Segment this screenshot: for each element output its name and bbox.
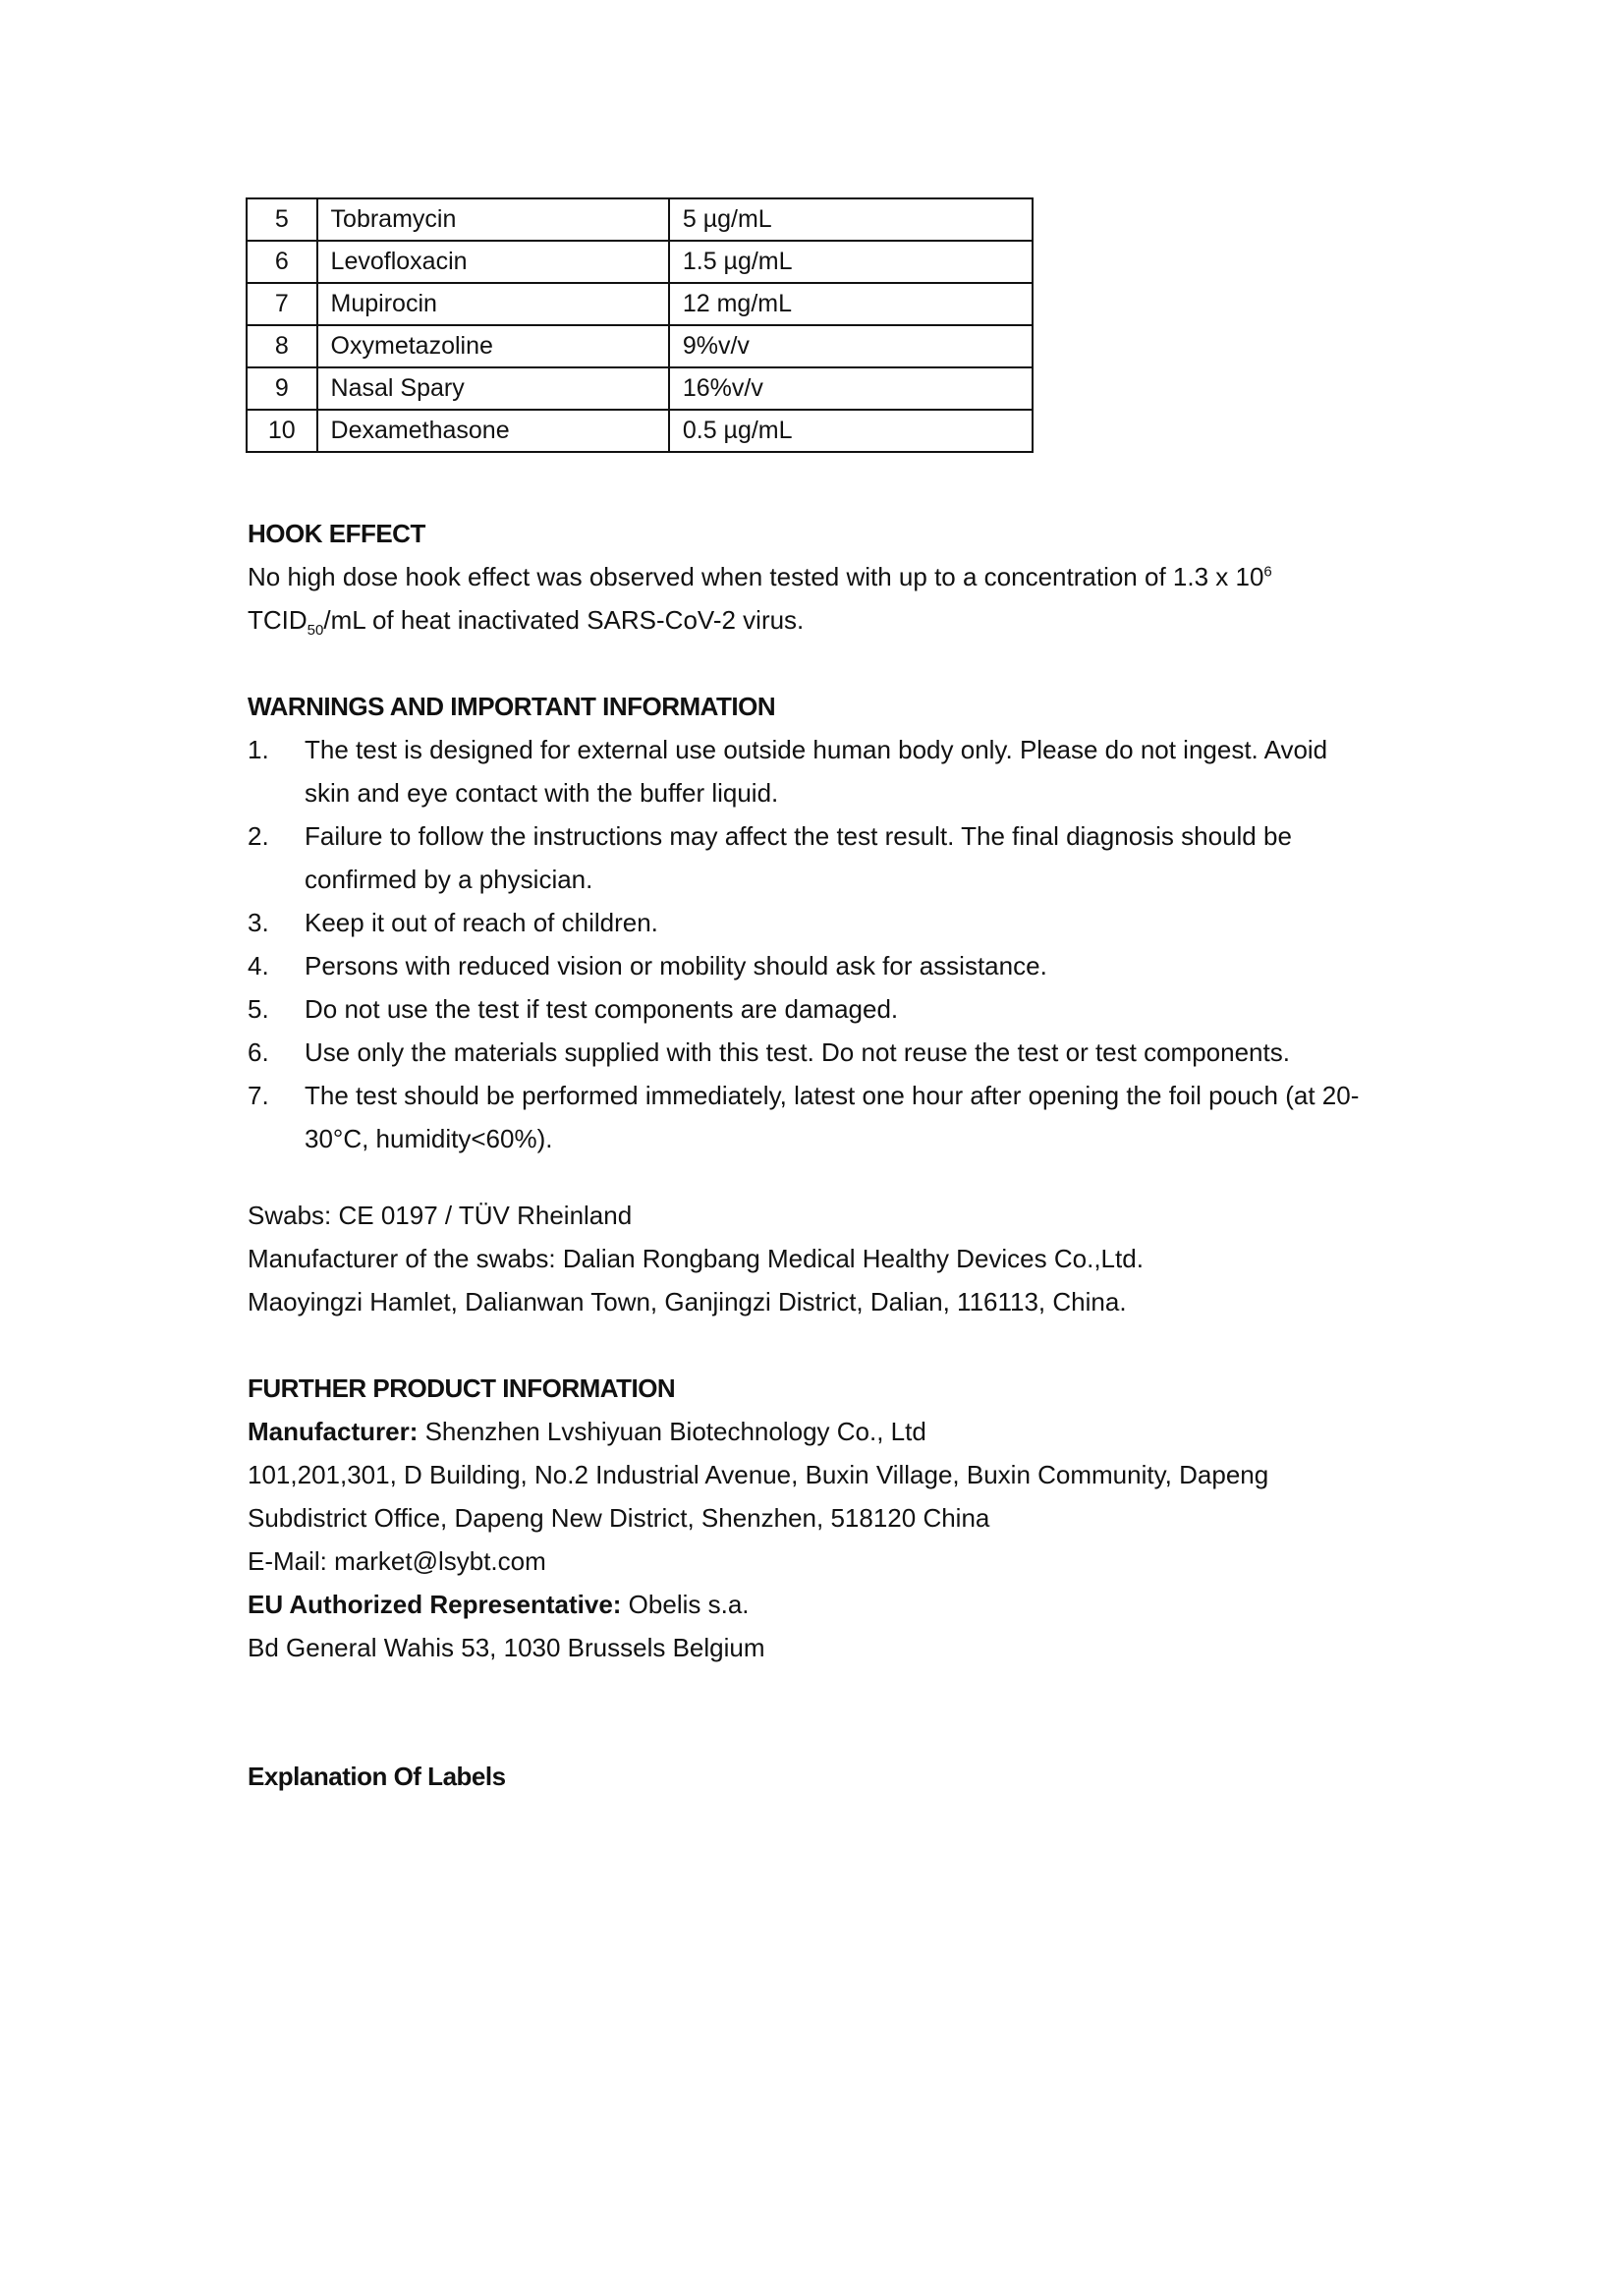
swabs-manufacturer: Manufacturer of the swabs: Dalian Rongbang Medical Healthy Devices Co.,Ltd. [248,1244,1144,1273]
table-row [247,367,1033,410]
manufacturer-line [248,1410,1377,1453]
further-info-heading: FURTHER PRODUCT INFORMATION [248,1373,676,1403]
list-text: The test should be performed immediately, latest one hour after opening the foil pouch (at 20-30°C, humidity<60%). [305,1081,1360,1153]
list-number: 4. [248,951,269,980]
eu-rep-line [248,1583,1377,1626]
interfering-substances-table [246,197,1034,453]
email-line: E-Mail: market@lsybt.com [248,1546,546,1576]
substance-name: Nasal Spary [317,367,669,410]
list-number: 7. [248,1081,269,1110]
substance-name: Dexamethasone [317,410,669,452]
hook-effect-section [248,512,1377,642]
labels-heading: Explanation Of Labels [248,1762,506,1791]
table-row [247,241,1033,283]
list-item [248,1074,1377,1160]
list-number: 2. [248,821,269,851]
substance-concentration: 5 µg/mL [669,198,1033,241]
table-row [247,198,1033,241]
list-item [248,728,1377,814]
table-row [247,325,1033,367]
swabs-certification: Swabs: CE 0197 / TÜV Rheinland [248,1201,633,1230]
warnings-list [248,728,1377,1160]
warnings-heading: WARNINGS AND IMPORTANT INFORMATION [248,692,776,721]
substance-name: Oxymetazoline [317,325,669,367]
list-text: Failure to follow the instructions may affect the test result. The final diagnosis should be confirmed by a physician. [305,821,1292,894]
row-number: 6 [247,241,317,283]
eu-rep-value: Obelis s.a. [621,1590,750,1619]
row-number: 9 [247,367,317,410]
manufacturer-address-2: Subdistrict Office, Dapeng New District, Shenzhen, 518120 China [248,1503,990,1533]
list-text: Persons with reduced vision or mobility should ask for assistance. [305,951,1047,980]
exponent: 6 [1263,563,1272,581]
hook-effect-text: No high dose hook effect was observed when tested with up to a concentration of 1.3 x 10 [248,562,1264,591]
subscript: 50 [307,622,324,640]
row-number: 10 [247,410,317,452]
list-item [248,987,1377,1031]
swabs-section [248,1194,1377,1323]
row-number: 7 [247,283,317,325]
substance-concentration: 1.5 µg/mL [669,241,1033,283]
list-text: The test is designed for external use outside human body only. Please do not ingest. Avoid skin and eye contact with the buffer liquid. [305,735,1328,808]
substance-name: Levofloxacin [317,241,669,283]
list-number: 5. [248,994,269,1024]
list-number: 3. [248,908,269,937]
table-row [247,283,1033,325]
hook-effect-line-2 [248,598,1377,642]
list-text: Keep it out of reach of children. [305,908,658,937]
table-row [247,410,1033,452]
hook-effect-text-2: /mL of heat inactivated SARS-CoV-2 virus. [323,605,805,635]
substance-name: Mupirocin [317,283,669,325]
list-item [248,1031,1377,1074]
list-text: Use only the materials supplied with this test. Do not reuse the test or test components. [305,1037,1290,1067]
list-text: Do not use the test if test components are damaged. [305,994,899,1024]
list-item [248,901,1377,944]
substance-concentration: 16%v/v [669,367,1033,410]
swabs-address: Maoyingzi Hamlet, Dalianwan Town, Ganjingzi District, Dalian, 116113, China. [248,1287,1127,1316]
hook-effect-line-1 [248,555,1377,598]
manufacturer-label: Manufacturer: [248,1417,419,1446]
row-number: 8 [247,325,317,367]
eu-rep-label: EU Authorized Representative: [248,1590,622,1619]
substance-concentration: 12 mg/mL [669,283,1033,325]
labels-section [248,1755,1377,1798]
substance-concentration: 9%v/v [669,325,1033,367]
list-item [248,814,1377,901]
further-info-section [248,1367,1377,1669]
substance-concentration: 0.5 µg/mL [669,410,1033,452]
hook-effect-heading: HOOK EFFECT [248,519,425,548]
warnings-section [248,685,1377,1160]
row-number: 5 [247,198,317,241]
list-item [248,944,1377,987]
eu-rep-address: Bd General Wahis 53, 1030 Brussels Belgium [248,1633,765,1662]
manufacturer-address-1: 101,201,301, D Building, No.2 Industrial Avenue, Buxin Village, Buxin Community, Dapeng [248,1460,1269,1489]
manufacturer-value: Shenzhen Lvshiyuan Biotechnology Co., Ltd [418,1417,926,1446]
list-number: 6. [248,1037,269,1067]
tcid-label: TCID [248,605,308,635]
list-number: 1. [248,735,269,764]
substance-name: Tobramycin [317,198,669,241]
